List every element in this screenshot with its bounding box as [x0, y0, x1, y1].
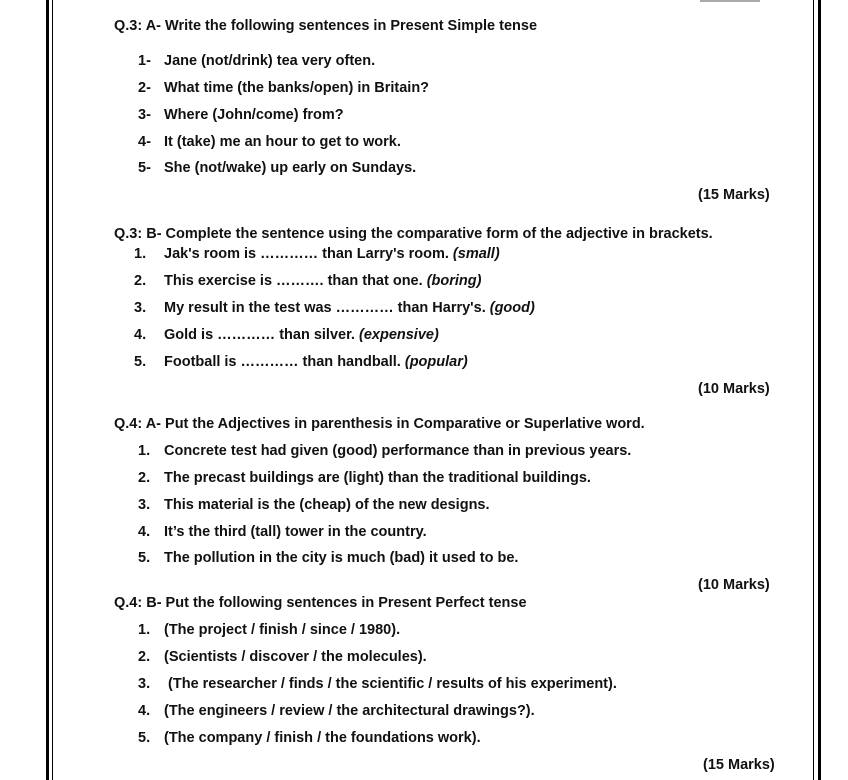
- item-text: Concrete test had given (good) performance than in previous years.: [164, 443, 632, 459]
- item-text: [164, 273, 481, 289]
- item-text: What time (the banks/open) in Britain?: [164, 80, 430, 96]
- marks-label: (15 Marks): [703, 757, 775, 773]
- item-hint: (good): [489, 300, 535, 316]
- item-text: The pollution in the city is much (bad) it used to be.: [164, 550, 519, 566]
- item-text: [164, 327, 439, 343]
- item-number: 5.: [134, 354, 147, 370]
- item-text: She (not/wake) up early on Sundays.: [164, 160, 417, 176]
- item-text: (Scientists / discover / the molecules).: [164, 649, 427, 665]
- item-number: 5.: [138, 550, 151, 566]
- marks-label: (10 Marks): [698, 577, 770, 593]
- item-number: 4-: [138, 134, 151, 150]
- item-sentence: Gold is ………… than silver.: [164, 327, 355, 343]
- question-heading: Q.3: B- Complete the sentence using the comparative form of the adjective in brackets.: [114, 226, 713, 242]
- item-text: (The project / finish / since / 1980).: [164, 622, 401, 638]
- item-text: Jane (not/drink) tea very often.: [164, 53, 376, 69]
- item-hint: (boring): [426, 273, 482, 289]
- marks-label: (10 Marks): [698, 381, 770, 397]
- item-text: The precast buildings are (light) than the traditional buildings.: [164, 470, 591, 486]
- item-text: Where (John/come) from?: [164, 107, 344, 123]
- item-number: 2.: [134, 273, 147, 289]
- item-hint: (expensive): [359, 327, 439, 343]
- item-sentence: My result in the test was ………… than Harry's.: [164, 300, 486, 316]
- item-number: 5-: [138, 160, 151, 176]
- page-border-right-thin: [813, 0, 814, 780]
- item-number: 1-: [138, 53, 151, 69]
- item-hint: (popular): [404, 354, 468, 370]
- item-number: 5.: [138, 730, 151, 746]
- page-border-left-thick: [46, 0, 49, 780]
- item-sentence: Jak's room is ………… than Larry's room.: [164, 246, 449, 262]
- item-number: 1.: [138, 622, 151, 638]
- item-text: [164, 354, 468, 370]
- item-text: (The engineers / review / the architectural drawings?).: [164, 703, 535, 719]
- item-number: 2.: [138, 649, 151, 665]
- item-number: 2-: [138, 80, 151, 96]
- item-number: 3.: [138, 676, 151, 692]
- item-text: It (take) me an hour to get to work.: [164, 134, 401, 150]
- item-sentence: This exercise is ………. than that one.: [164, 273, 423, 289]
- item-text: (The company / finish / the foundations work).: [164, 730, 481, 746]
- item-number: 3-: [138, 107, 151, 123]
- item-number: 1.: [138, 443, 151, 459]
- question-heading: Q.4: B- Put the following sentences in Present Perfect tense: [114, 595, 527, 611]
- item-number: 3.: [138, 497, 151, 513]
- top-edge-artifact: [700, 0, 760, 2]
- item-number: 1.: [134, 246, 147, 262]
- item-number: 4.: [134, 327, 147, 343]
- item-hint: (small): [452, 246, 500, 262]
- item-sentence: Football is ………… than handball.: [164, 354, 401, 370]
- question-heading: Q.3: A- Write the following sentences in Present Simple tense: [114, 18, 538, 34]
- item-text: It’s the third (tall) tower in the country.: [164, 524, 427, 540]
- question-heading: Q.4: A- Put the Adjectives in parenthesis in Comparative or Superlative word.: [114, 416, 645, 432]
- item-text: [164, 246, 500, 262]
- page-border-left-thin: [52, 0, 53, 780]
- page-border-right-thick: [818, 0, 821, 780]
- item-text: [164, 300, 535, 316]
- item-text: This material is the (cheap) of the new designs.: [164, 497, 490, 513]
- item-number: 4.: [138, 524, 151, 540]
- marks-label: (15 Marks): [698, 187, 770, 203]
- item-text: (The researcher / finds / the scientific / results of his experiment).: [164, 676, 617, 692]
- item-number: 4.: [138, 703, 151, 719]
- item-number: 3.: [134, 300, 147, 316]
- item-number: 2.: [138, 470, 151, 486]
